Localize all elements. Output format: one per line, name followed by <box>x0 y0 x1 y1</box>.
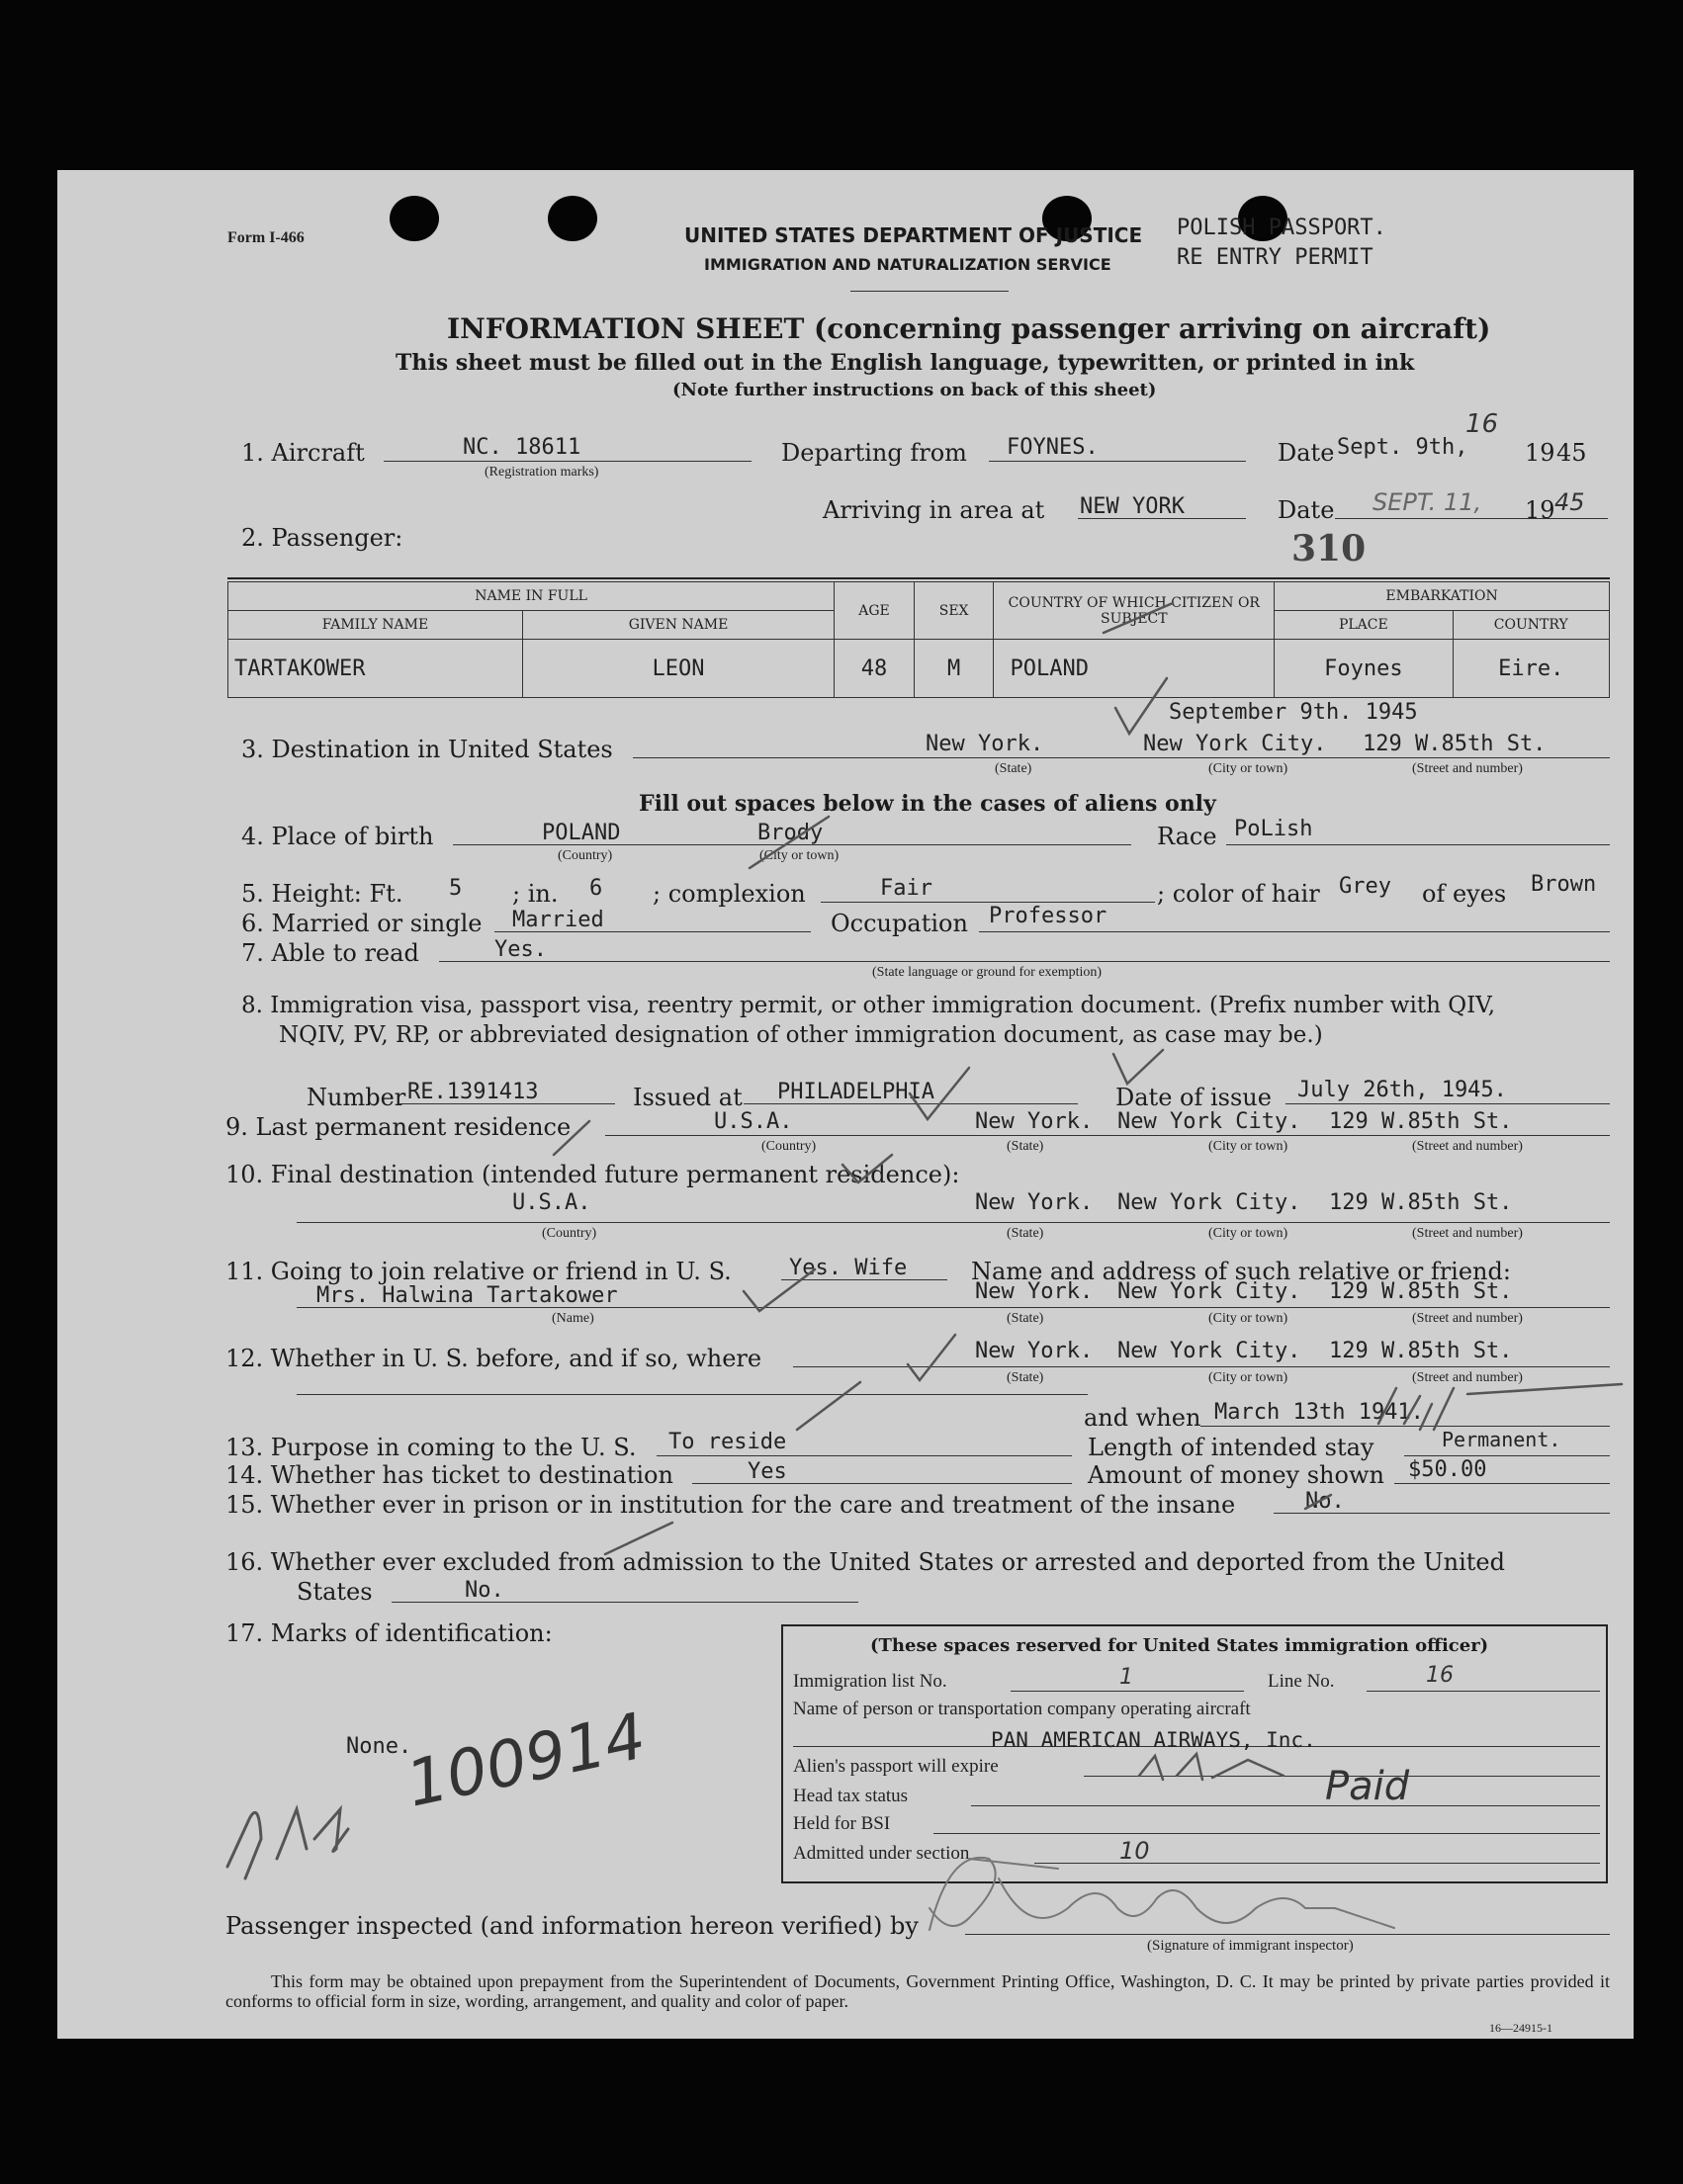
sex-header: SEX <box>914 582 994 640</box>
final-dest-street: 129 W.85th St. <box>1329 1190 1513 1215</box>
birth-city: Brody <box>757 821 824 845</box>
aircraft-sub: (Registration marks) <box>485 465 599 480</box>
height-ft: 5 <box>449 876 463 901</box>
date-dep-handwritten: 16 <box>1465 409 1499 439</box>
married-label: 6. Married or single <box>241 910 483 937</box>
visa-number: RE.1391413 <box>407 1080 539 1104</box>
last-res-sub-city: (City or town) <box>1208 1139 1288 1154</box>
departing-value: FOYNES. <box>1007 435 1099 460</box>
join-sub-state: (State) <box>1007 1311 1044 1326</box>
print-code: 16—24915-1 <box>1489 2021 1552 2035</box>
prison-label: 15. Whether ever in prison or in institution for the care and treatment of the insane <box>225 1491 1236 1519</box>
sub-state: (State) <box>995 761 1032 776</box>
height-label: 5. Height: Ft. <box>241 880 403 908</box>
read-sub: (State language or ground for exemption) <box>872 965 1103 980</box>
date-dep-value: Sept. 9th, <box>1337 435 1468 460</box>
prison-value: No. <box>1305 1489 1345 1514</box>
money-label: Amount of money shown <box>1088 1461 1384 1489</box>
join-state: New York. <box>975 1279 1094 1304</box>
service-name: IMMIGRATION AND NATURALIZATION SERVICE <box>704 255 1111 274</box>
arriving-label: Arriving in area at <box>823 496 1045 524</box>
slash-mark <box>605 1523 672 1554</box>
final-dest-sub-city: (City or town) <box>1208 1226 1288 1241</box>
complexion-label: ; complexion <box>653 880 806 908</box>
join-name-label: Name and address of such relative or friend: <box>971 1258 1511 1285</box>
officer-tax-value: Paid <box>1325 1764 1410 1809</box>
final-dest-country: U.S.A. <box>512 1190 591 1215</box>
embarkation-header: EMBARKATION <box>1275 582 1610 611</box>
visa-number-label: Number <box>307 1084 406 1111</box>
officer-expire-label: Alien's passport will expire <box>793 1756 999 1777</box>
date-arr-year-prefix: 19 <box>1525 496 1555 524</box>
citizen-value: POLAND <box>994 640 1275 698</box>
before-when: March 13th 1941. <box>1214 1400 1424 1425</box>
last-res-city: New York City. <box>1117 1109 1301 1134</box>
join-city: New York City. <box>1117 1279 1301 1304</box>
stay-label: Length of intended stay <box>1088 1434 1374 1461</box>
slash-mark <box>797 1382 860 1430</box>
page-subtitle: This sheet must be filled out in the English language, typewritten, or printed in ink <box>396 350 1415 376</box>
marks-value: None. <box>346 1734 412 1759</box>
sub-street: (Street and number) <box>1412 761 1523 776</box>
officer-line-label: Line No. <box>1268 1671 1335 1692</box>
married-value: Married <box>512 908 604 932</box>
last-res-sub-state: (State) <box>1007 1139 1044 1154</box>
checkmark <box>744 1269 815 1311</box>
last-res-street: 129 W.85th St. <box>1329 1109 1513 1134</box>
officer-section-value: 10 <box>1119 1837 1150 1865</box>
checkmark <box>1115 678 1167 734</box>
destination-state: New York. <box>926 732 1044 756</box>
read-value: Yes. <box>494 937 547 962</box>
destination-label: 3. Destination in United States <box>241 736 613 763</box>
monogram-scrawl <box>227 1809 348 1878</box>
checkmark <box>842 1155 892 1182</box>
final-dest-state: New York. <box>975 1190 1094 1215</box>
join-label: 11. Going to join relative or friend in U. S. <box>225 1258 732 1285</box>
inspector-signature <box>930 1858 1394 1930</box>
place-header: PLACE <box>1275 611 1453 640</box>
complexion-value: Fair <box>880 876 932 901</box>
date-dep-label: Date <box>1278 439 1335 467</box>
before-when-label: and when <box>1084 1404 1201 1432</box>
arriving-value: NEW YORK <box>1080 494 1185 519</box>
before-city: New York City. <box>1117 1339 1301 1363</box>
footer-text: This form may be obtained upon prepayment from the Superintendent of Documents, Government Printing Office, Washington, D. C. It may be printed by private parties provided it conforms to official form in size, wording, arrangement, and quality and color of paper. <box>225 1971 1610 2011</box>
embark-date: September 9th. 1945 <box>1169 700 1418 725</box>
date-dep-year-prefix: 19 <box>1525 439 1555 467</box>
before-state: New York. <box>975 1339 1094 1363</box>
officer-header: (These spaces reserved for United States immigration officer) <box>870 1635 1489 1656</box>
slash-mark <box>1305 1495 1331 1509</box>
before-street: 129 W.85th St. <box>1329 1339 1513 1363</box>
join-value: Yes. Wife <box>789 1256 908 1280</box>
form-id: Form I-466 <box>227 229 305 246</box>
date-dep-year: 45 <box>1556 439 1587 467</box>
last-res-label: 9. Last permanent residence <box>225 1113 572 1141</box>
stay-value: Permanent. <box>1442 1428 1561 1451</box>
race-value: PoLish <box>1234 817 1313 841</box>
corner-note-line2: RE ENTRY PERMIT <box>1177 245 1373 270</box>
officer-operator: PAN AMERICAN AIRWAYS, Inc. <box>991 1728 1316 1752</box>
country-emb-header: COUNTRY <box>1453 611 1610 640</box>
department-name: UNITED STATES DEPARTMENT OF JUSTICE <box>684 223 1143 247</box>
last-res-sub-country: (Country) <box>761 1139 817 1154</box>
final-dest-sub-state: (State) <box>1007 1226 1044 1241</box>
corner-note-line1: POLISH PASSPORT. <box>1177 216 1386 240</box>
occupation-value: Professor <box>989 904 1107 928</box>
officer-operator-label: Name of person or transportation company operating aircraft <box>793 1699 1251 1719</box>
visa-line1: 8. Immigration visa, passport visa, reentry permit, or other immigration document. (Prefix number with QIV, <box>241 993 1496 1018</box>
officer-list-value: 1 <box>1119 1665 1133 1690</box>
family-name-value: TARTAKOWER <box>228 640 523 698</box>
checkmark <box>910 1068 969 1119</box>
height-in: 6 <box>589 876 603 901</box>
instruction-note: (Note further instructions on back of this sheet) <box>672 380 1157 400</box>
eyes-value: Brown <box>1531 872 1597 897</box>
final-dest-city: New York City. <box>1117 1190 1301 1215</box>
visa-line2: NQIV, PV, RP, or abbreviated designation of other immigration document, as case may be.) <box>279 1022 1323 1048</box>
country-emb-value: Eire. <box>1453 640 1610 698</box>
last-res-state: New York. <box>975 1109 1094 1134</box>
age-header: AGE <box>835 582 915 640</box>
date-arr-label: Date <box>1278 496 1335 524</box>
place-value: Foynes <box>1275 640 1453 698</box>
race-label: Race <box>1157 823 1217 850</box>
before-sub-city: (City or town) <box>1208 1370 1288 1385</box>
hair-value: Grey <box>1339 874 1391 899</box>
family-name-header: FAMILY NAME <box>228 611 523 640</box>
hair-label: ; color of hair <box>1157 880 1320 908</box>
officer-bsi-label: Held for BSI <box>793 1813 891 1834</box>
officer-line-value: 16 <box>1426 1663 1454 1688</box>
ticket-label: 14. Whether has ticket to destination <box>225 1461 673 1489</box>
officer-list-label: Immigration list No. <box>793 1671 947 1692</box>
name-in-full-header: NAME IN FULL <box>228 582 835 611</box>
marks-handwritten: 100914 <box>399 1700 653 1822</box>
slash-mark <box>750 817 829 868</box>
excluded-line1: 16. Whether ever excluded from admission to the United States or arrested and deported from the United <box>225 1548 1505 1576</box>
inspected-label: Passenger inspected (and information hereon verified) by <box>225 1912 919 1940</box>
given-name-header: GIVEN NAME <box>522 611 834 640</box>
sub-city: (City or town) <box>1208 761 1288 776</box>
departing-label: Departing from <box>781 439 967 467</box>
birth-label: 4. Place of birth <box>241 823 434 850</box>
sub-country: (Country) <box>558 848 613 863</box>
age-value: 48 <box>835 640 915 698</box>
read-label: 7. Able to read <box>241 939 419 967</box>
birth-country: POLAND <box>542 821 621 845</box>
join-sub-name: (Name) <box>552 1311 594 1326</box>
excluded-value: No. <box>465 1578 504 1603</box>
country-header: COUNTRY OF WHICH CITIZEN OR SUBJECT <box>994 582 1275 640</box>
stamp-number: 310 <box>1291 528 1367 569</box>
before-label: 12. Whether in U. S. before, and if so, where <box>225 1345 762 1372</box>
aircraft-label: 1. Aircraft <box>241 439 365 467</box>
final-dest-sub-country: (Country) <box>542 1226 597 1241</box>
passport-expiry-scrawl <box>1139 1754 1284 1780</box>
last-res-sub-street: (Street and number) <box>1412 1139 1523 1154</box>
sub-city-birth: (City or town) <box>759 848 840 863</box>
aircraft-value: NC. 18611 <box>463 435 581 460</box>
slash-mark <box>1104 603 1173 633</box>
page-title: INFORMATION SHEET (concerning passenger arriving on aircraft) <box>447 312 1491 345</box>
inspected-sub: (Signature of immigrant inspector) <box>1147 1938 1354 1954</box>
destination-city: New York City. <box>1143 732 1327 756</box>
join-sub-street: (Street and number) <box>1412 1311 1523 1326</box>
final-dest-sub-street: (Street and number) <box>1412 1226 1523 1241</box>
excluded-line2: States <box>297 1578 373 1606</box>
destination-street: 129 W.85th St. <box>1363 732 1547 756</box>
aliens-header: Fill out spaces below in the cases of aliens only <box>639 791 1216 817</box>
issued-value: PHILADELPHIA <box>777 1080 934 1104</box>
purpose-value: To reside <box>668 1430 787 1454</box>
issued-label: Issued at <box>633 1084 743 1111</box>
date-arr-year: 45 <box>1554 488 1585 516</box>
checkmark <box>1113 1050 1163 1084</box>
occupation-label: Occupation <box>831 910 968 937</box>
marks-label: 17. Marks of identification: <box>225 1619 553 1647</box>
officer-section-label: Admitted under section <box>793 1843 970 1864</box>
join-street: 129 W.85th St. <box>1329 1279 1513 1304</box>
last-res-country: U.S.A. <box>714 1109 793 1134</box>
given-name-value: LEON <box>522 640 834 698</box>
before-sub-street: (Street and number) <box>1412 1370 1523 1385</box>
passenger-label: 2. Passenger: <box>241 524 403 552</box>
arrival-date-annotation <box>1378 1384 1622 1430</box>
issue-date-label: Date of issue <box>1115 1084 1272 1111</box>
money-value: $50.00 <box>1408 1457 1487 1482</box>
checkmark <box>908 1335 955 1380</box>
purpose-label: 13. Purpose in coming to the U. S. <box>225 1434 637 1461</box>
ticket-value: Yes <box>748 1459 787 1484</box>
eyes-label: of eyes <box>1422 880 1507 908</box>
join-name: Mrs. Halwina Tartakower <box>316 1283 618 1308</box>
before-sub-state: (State) <box>1007 1370 1044 1385</box>
sex-value: M <box>914 640 994 698</box>
final-dest-label: 10. Final destination (intended future permanent residence): <box>225 1161 960 1188</box>
slash-mark <box>554 1121 589 1155</box>
height-in-label: ; in. <box>512 880 559 908</box>
officer-tax-label: Head tax status <box>793 1786 909 1806</box>
issue-date-value: July 26th, 1945. <box>1297 1078 1507 1102</box>
join-sub-city: (City or town) <box>1208 1311 1288 1326</box>
date-arr-value: SEPT. 11, <box>1373 488 1482 516</box>
